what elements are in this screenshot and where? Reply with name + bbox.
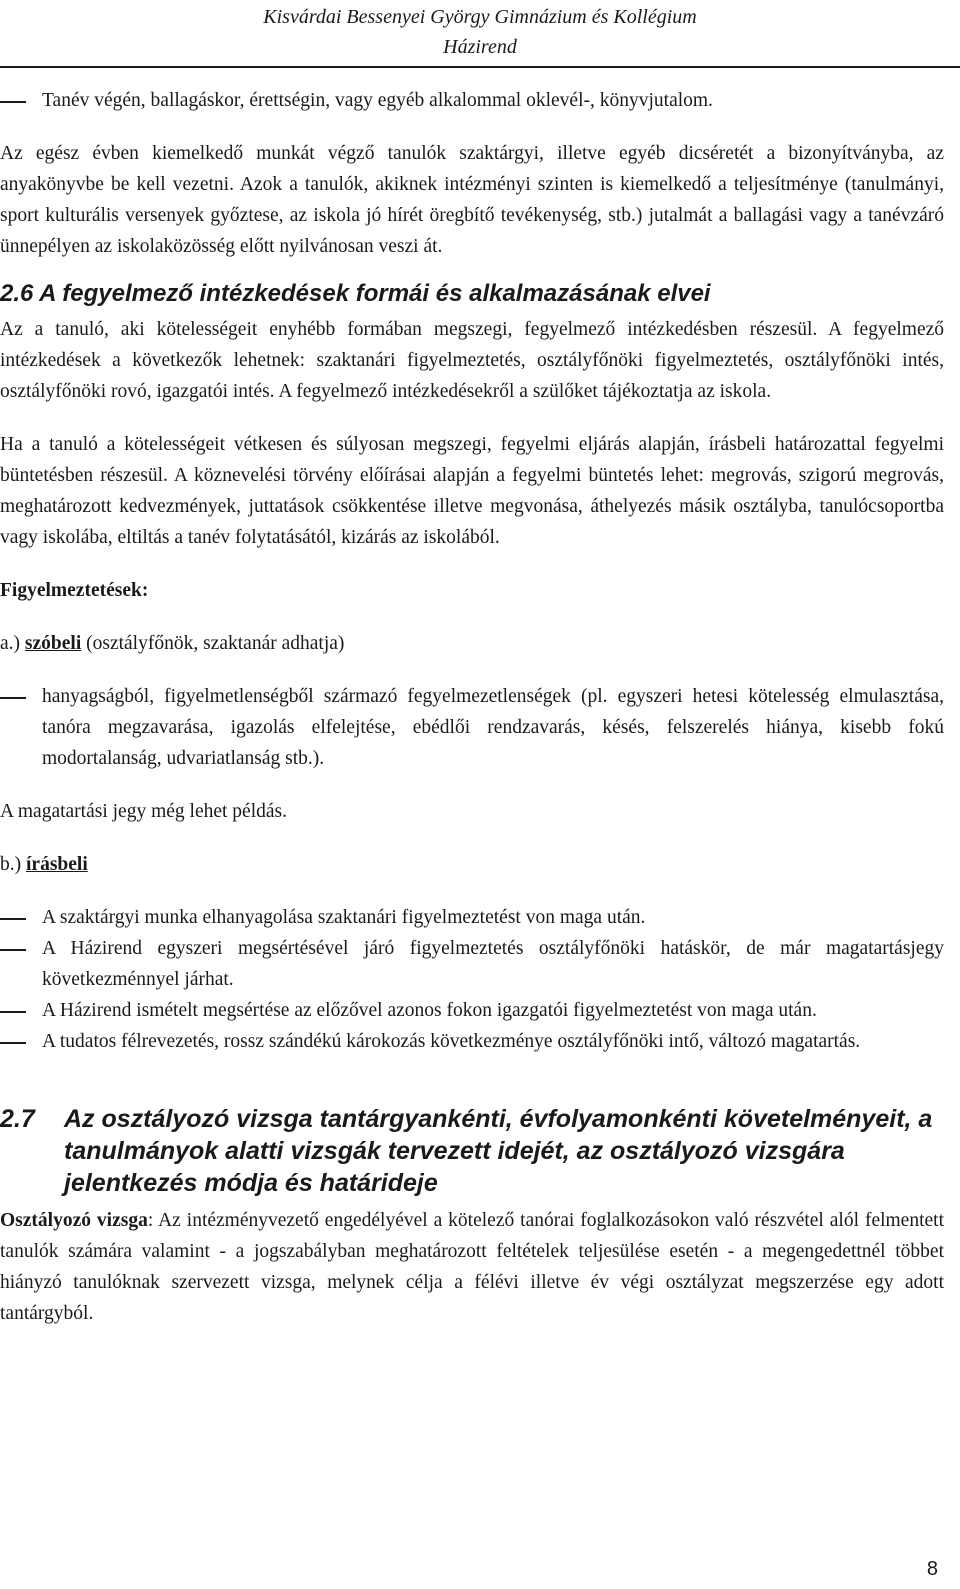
warning-b-bullet-text: A tudatos félrevezetés, rossz szándékú károkozás következménye osztályfőnöki intő, változó magatartás.	[42, 1031, 861, 1052]
intro-paragraph: Az egész évben kiemelkedő munkát végző tanulók szaktárgyi, illetve egyéb dicséretét a bizonyítványba, az anyakönyvbe be kell vezetni. Azok a tanulók, akiknek intézményi szinten is kiemelkedő a teljesítménye (tanulmányi, sport kulturális versenyek győztese, az iskola jó hírét öregbítő tevékenység, stb.) jutalmát a ballagási vagy a tanévzáró ünnepélyen az iskolaközösség előtt nyilvánosan veszi át.	[0, 143, 944, 257]
section-2-6-paragraph-2: Ha a tanuló a kötelességeit vétkesen és súlyosan megszegi, fegyelmi eljárás alapján, írásbeli határozattal fegyelmi büntetésben részesül. A köznevelési törvény előírásai alapján a fegyelmi büntetés lehet: megrovás, szigorú megrovás, meghatározott kedvezmények, juttatások csökkentése illetve megvonása, áthelyezés másik osztályba, tanulócsoportba vagy iskolába, eltiltás a tanév folytatásától, kizárás az iskolából.	[0, 434, 944, 548]
section-2-7-paragraph	[0, 1205, 960, 1329]
warning-type-a	[0, 628, 960, 659]
header-subtitle: Házirend	[443, 36, 517, 58]
warning-b-bullet-text: A Házirend egyszeri megsértésével járó figyelmeztetés osztályfőnöki hatáskör, de már magatartásjegy következménnyel járhat.	[42, 938, 944, 990]
header-title: Kisvárdai Bessenyei György Gimnázium és Kollégium	[263, 6, 697, 28]
header-rule	[0, 66, 960, 68]
section-heading-2-6: 2.6 A fegyelmező intézkedések formái és alkalmazásának elvei	[0, 280, 711, 307]
warnings-title: Figyelmeztetések:	[0, 580, 149, 601]
warning-a-prefix: a.)	[0, 633, 21, 654]
section-2-6-paragraph-1: Az a tanuló, aki kötelességeit enyhébb formában megszegi, fegyelmező intézkedésben részesül. A fegyelmező intézkedések a következők lehetnek: szaktanári figyelmeztetés, osztályfőnöki figyelmeztetés, osztályfőnöki intés, osztályfőnöki rovó, igazgatói intés. A fegyelmező intézkedésekről a szülőket tájékoztatja az iskola.	[0, 319, 944, 402]
warning-b-bullet-text: A szaktárgyi munka elhanyagolása szaktanári figyelmeztetést von maga után.	[42, 907, 646, 928]
page-content	[0, 85, 960, 1329]
section-number: 2.7	[0, 1105, 35, 1133]
warning-type-b	[0, 849, 960, 880]
list-item	[0, 681, 960, 774]
warning-a-detail: (osztályfőnök, szaktanár adhatja)	[81, 633, 345, 654]
warning-a-note: A magatartási jegy még lehet példás.	[0, 801, 287, 822]
section-heading-2-7	[0, 1103, 960, 1199]
warning-b-bullet-text: A Házirend ismételt megsértése az előzővel azonos fokon igazgatói figyelmeztetést von maga után.	[42, 1000, 817, 1021]
warning-b-prefix: b.)	[0, 854, 22, 875]
page-header	[0, 0, 960, 66]
list-item	[0, 1026, 960, 1057]
list-item	[0, 85, 960, 116]
term-definition: : Az intézményvezető engedélyével a kötelező tanórai foglalkozásokon való részvétel alól felmentett tanulók számára valamint - a jogszabályban meghatározott feltételek teljesülése esetén - a megengedettnél többet hiányzó tanulóknak szervezett vizsga, melynek célja a félévi illetve év végi osztályzat megszerzése egy adott tantárgyból.	[0, 1210, 945, 1324]
section-heading-text: Az osztályozó vizsga tantárgyankénti, évfolyamonkénti követelményeit, a tanulmányok alatti vizsgák tervezett idejét, az osztályozó vizsgára jelentkezés módja és határideje	[64, 1105, 933, 1197]
warning-b-label: írásbeli	[26, 854, 88, 875]
term-label: Osztályozó vizsga	[0, 1210, 148, 1231]
intro-bullet-text: Tanév végén, ballagáskor, érettségin, vagy egyéb alkalommal oklevél-, könyvjutalom.	[42, 90, 713, 111]
list-item	[0, 902, 960, 933]
page-number: 8	[926, 1558, 938, 1580]
warning-a-label: szóbeli	[24, 633, 82, 654]
list-item	[0, 995, 960, 1026]
warning-a-bullet-text: hanyagságból, figyelmetlenségből származó fegyelmezetlenségek (pl. egyszeri hetesi kötelesség elmulasztása, tanóra megzavarása, igazolás elfelejtése, ebédlői rendzavarás, késés, felszerelés hiánya, kisebb fokú modortalanság, udvariatlanság stb.).	[42, 686, 944, 769]
list-item	[0, 933, 960, 995]
